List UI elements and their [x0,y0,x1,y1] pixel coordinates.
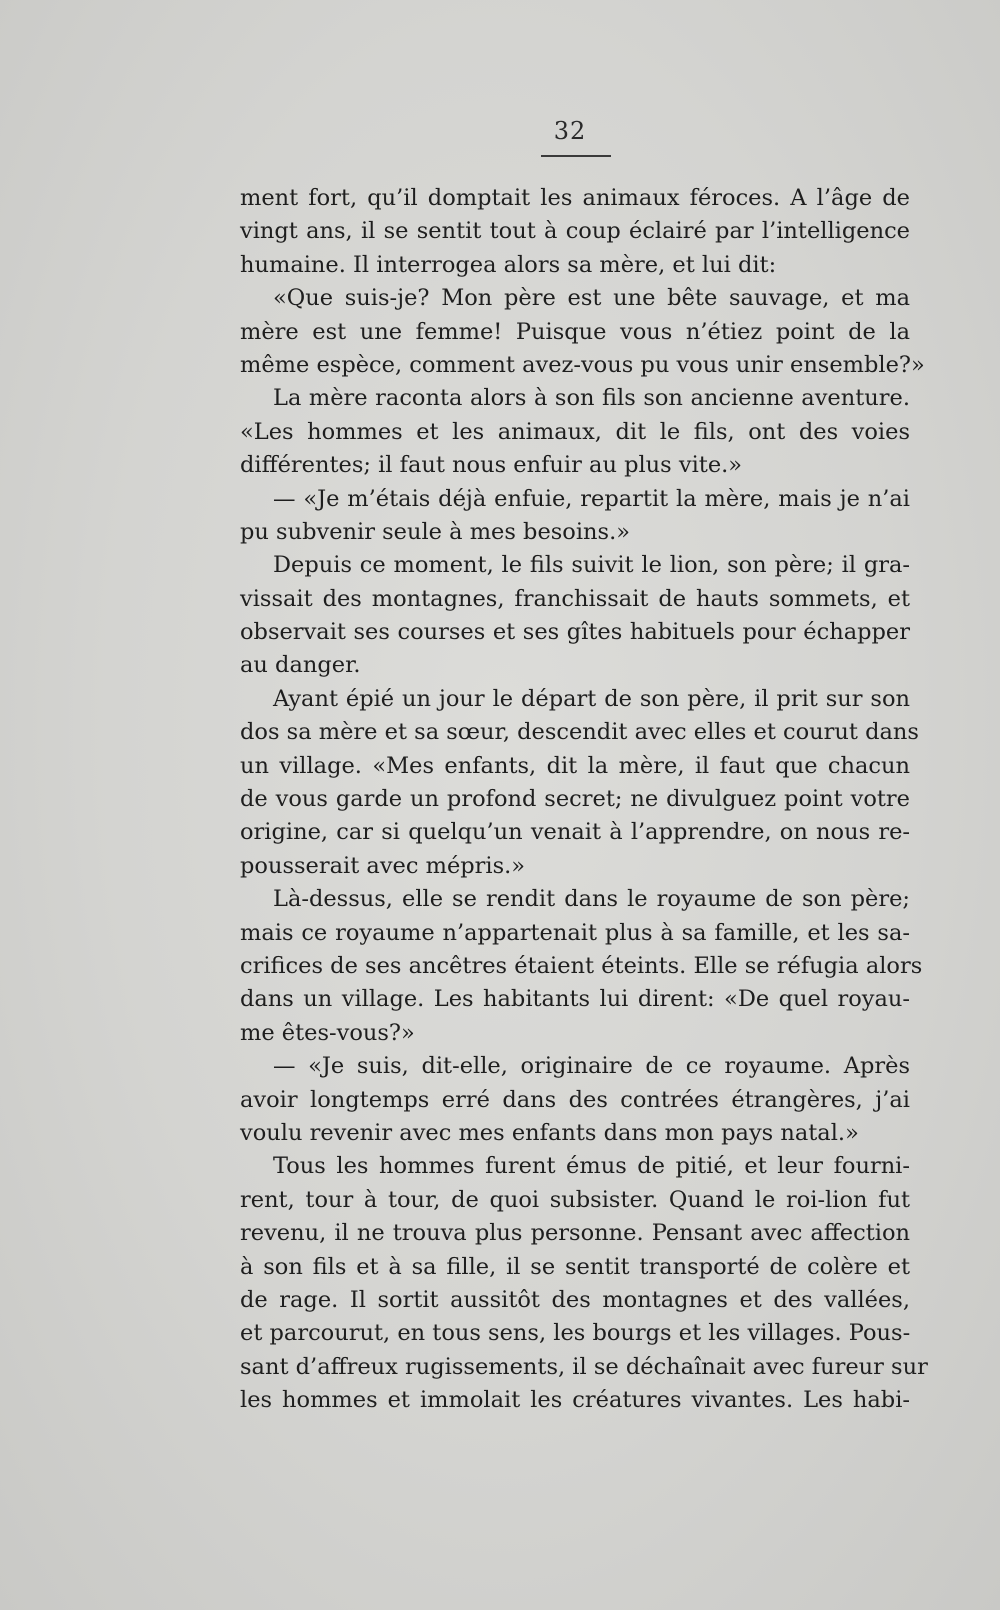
text-line: de rage. Il sortit aussitôt des montagnes et des vallées, [240,1286,910,1313]
body-text [240,182,928,1417]
text-line: Tous les hommes furent émus de pitié, et leur fourni- [273,1153,910,1180]
text-line: dos sa mère et sa sœur, descendit avec elles et courut dans [240,719,919,746]
text-line: un village. «Mes enfants, dit la mère, il faut que chacun [240,752,910,779]
text-line: origine, car si quelqu’un venait à l’apprendre, on nous re- [240,819,910,846]
page-number: 32 [553,117,587,145]
text-line: les hommes et immolait les créatures vivantes. Les habi- [240,1387,910,1414]
text-line: revenu, il ne trouva plus personne. Pensant avec affection [240,1220,910,1247]
text-line: avoir longtemps erré dans des contrées étrangères, j’ai [240,1086,910,1113]
text-line: pousserait avec mépris.» [240,852,526,879]
text-line: vingt ans, il se sentit tout à coup éclairé par l’intelligence [240,218,910,245]
text-line: crifices de ses ancêtres étaient éteints. Elle se réfugia alors [240,952,923,979]
text-line: ment fort, qu’il domptait les animaux féroces. A l’âge de [240,185,910,211]
page-number-rule [541,155,611,157]
text-line: — «Je suis, dit-elle, originaire de ce royaume. Après [273,1053,910,1080]
text-line: différentes; il faut nous enfuir au plus vite.» [240,452,743,479]
text-line: de vous garde un profond secret; ne divulguez point votre [240,786,910,813]
text-line: au danger. [240,652,361,679]
text-line: Ayant épié un jour le départ de son père, il prit sur son [273,685,910,712]
text-line: rent, tour à tour, de quoi subsister. Quand le roi-lion fut [240,1186,910,1213]
text-line: humaine. Il interrogea alors sa mère, et lui dit: [240,251,777,278]
text-line: Depuis ce moment, le fils suivit le lion, son père; il gra- [273,552,910,579]
text-line: «Que suis-je? Mon père est une bête sauvage, et ma [273,285,910,312]
text-line: — «Je m’étais déjà enfuie, repartit la mère, mais je n’ai [273,485,910,512]
text-line: mère est une femme! Puisque vous n’étiez point de la [240,318,910,345]
text-line: à son fils et à sa fille, il se sentit transporté de colère et [240,1253,910,1280]
text-line: Là-dessus, elle se rendit dans le royaume de son père; [273,886,910,913]
text-line: La mère raconta alors à son fils son ancienne aventure. [273,385,910,412]
text-line: même espèce, comment avez-vous pu vous unir ensemble?» [240,351,925,378]
text-line: et parcourut, en tous sens, les bourgs et les villages. Pous- [240,1320,911,1347]
text-line: vissait des montagnes, franchissait de hauts sommets, et [240,585,910,612]
text-line: me êtes-vous?» [240,1019,415,1046]
text-line: voulu revenir avec mes enfants dans mon pays natal.» [240,1119,859,1146]
text-line: mais ce royaume n’appartenait plus à sa famille, et les sa- [240,919,910,946]
text-line: pu subvenir seule à mes besoins.» [240,518,631,545]
text-line: dans un village. Les habitants lui dirent: «De quel royau- [240,986,910,1013]
text-line: sant d’affreux rugissements, il se déchaînait avec fureur sur [240,1353,928,1380]
text-line: «Les hommes et les animaux, dit le fils, ont des voies [240,418,910,445]
text-line: observait ses courses et ses gîtes habituels pour échapper [240,619,910,646]
